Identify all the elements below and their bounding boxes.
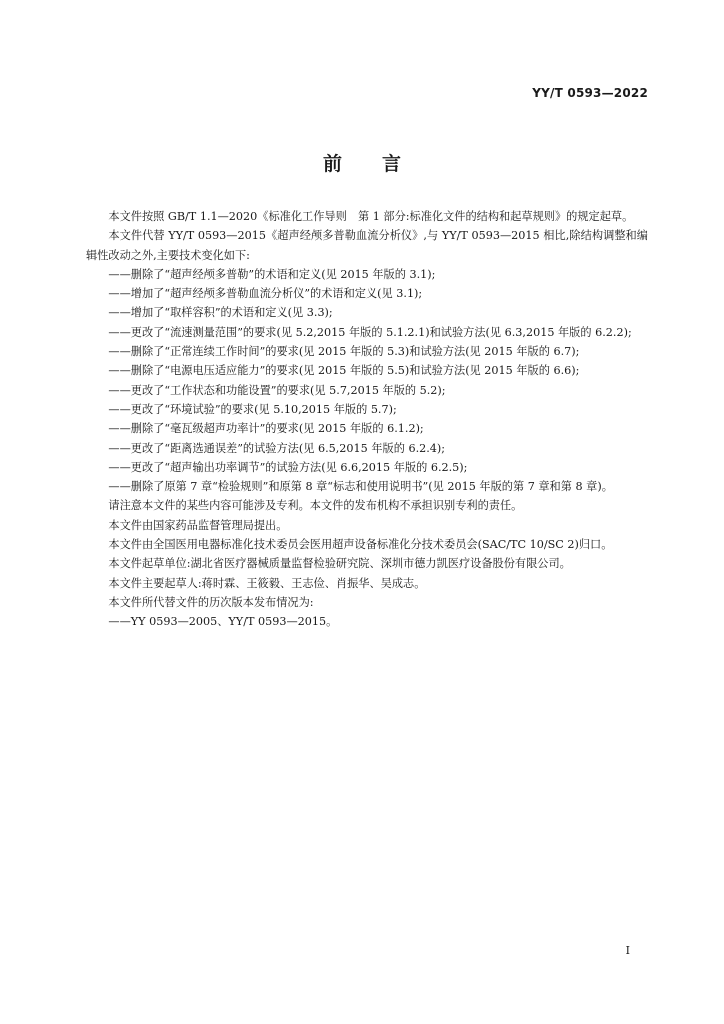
change-item: ——删除了“毫瓦级超声功率计”的要求(见 2015 年版的 6.1.2); (108, 422, 424, 436)
change-item: ——更改了“环境试验”的要求(见 5.10,2015 年版的 5.7); (108, 402, 397, 416)
standard-number: YY/T 0593—2022 (532, 86, 648, 100)
paragraph-drafting-rules: 本文件按照 GB/T 1.1—2020《标准化工作导则 第 1 部分:标准化文件的结构和起草规则》的规定起草。 (108, 210, 634, 223)
change-item: ——更改了“距离选通误差”的试验方法(见 6.5,2015 年版的 6.2.4); (108, 441, 446, 455)
paragraph-drafting-units: 本文件起草单位:湖北省医疗器械质量监督检验研究院、深圳市德力凯医疗设备股份有限公司。 (108, 557, 571, 571)
paragraph-proposer: 本文件由国家药品监督管理局提出。 (108, 518, 288, 532)
paragraph-patent-notice: 请注意本文件的某些内容可能涉及专利。本文件的发布机构不承担识别专利的责任。 (108, 499, 523, 513)
paragraph-replacement: 本文件代替 YY/T 0593—2015《超声经颅多普勒血流分析仪》,与 YY/T 0593—2015 相比,除结构调整和编辑性改动之外,主要技术变化如下: (86, 229, 648, 262)
page-title: 前言 (322, 153, 441, 175)
change-item: ——更改了“超声输出功率调节”的试验方法(见 6.6,2015 年版的 6.2.5); (108, 460, 468, 474)
preface-body (86, 207, 648, 632)
paragraph-drafters: 本文件主要起草人:蒋时霖、王筱毅、王志俭、肖振华、吴成志。 (108, 576, 426, 590)
change-item: ——更改了“流速测量范围”的要求(见 5.2,2015 年版的 5.1.2.1)和试验方法(见 6.3,2015 年版的 6.2.2); (108, 325, 632, 339)
change-item: ——删除了原第 7 章“检验规则”和原第 8 章“标志和使用说明书”(见 2015 年版的第 7 章和第 8 章)。 (108, 480, 613, 494)
change-item: ——删除了“电源电压适应能力”的要求(见 2015 年版的 5.5)和试验方法(见 2015 年版的 6.6); (108, 364, 580, 378)
history-item: ——YY 0593—2005、YY/T 0593—2015。 (108, 615, 338, 629)
change-item: ——删除了“正常连续工作时间”的要求(见 2015 年版的 5.3)和试验方法(见 2015 年版的 6.7); (108, 345, 580, 359)
change-item: ——删除了“超声经颅多普勒”的术语和定义(见 2015 年版的 3.1); (108, 267, 436, 281)
page-number: I (625, 944, 630, 957)
change-item: ——增加了“超声经颅多普勒血流分析仪”的术语和定义(见 3.1); (108, 287, 423, 301)
change-item: ——更改了“工作状态和功能设置”的要求(见 5.7,2015 年版的 5.2); (108, 383, 446, 397)
paragraph-history-intro: 本文件所代替文件的历次版本发布情况为: (108, 595, 314, 609)
paragraph-committee: 本文件由全国医用电器标准化技术委员会医用超声设备标准化分技术委员会(SAC/TC 10/SC 2)归口。 (108, 538, 613, 552)
change-item: ——增加了“取样容积”的术语和定义(见 3.3); (108, 306, 333, 320)
